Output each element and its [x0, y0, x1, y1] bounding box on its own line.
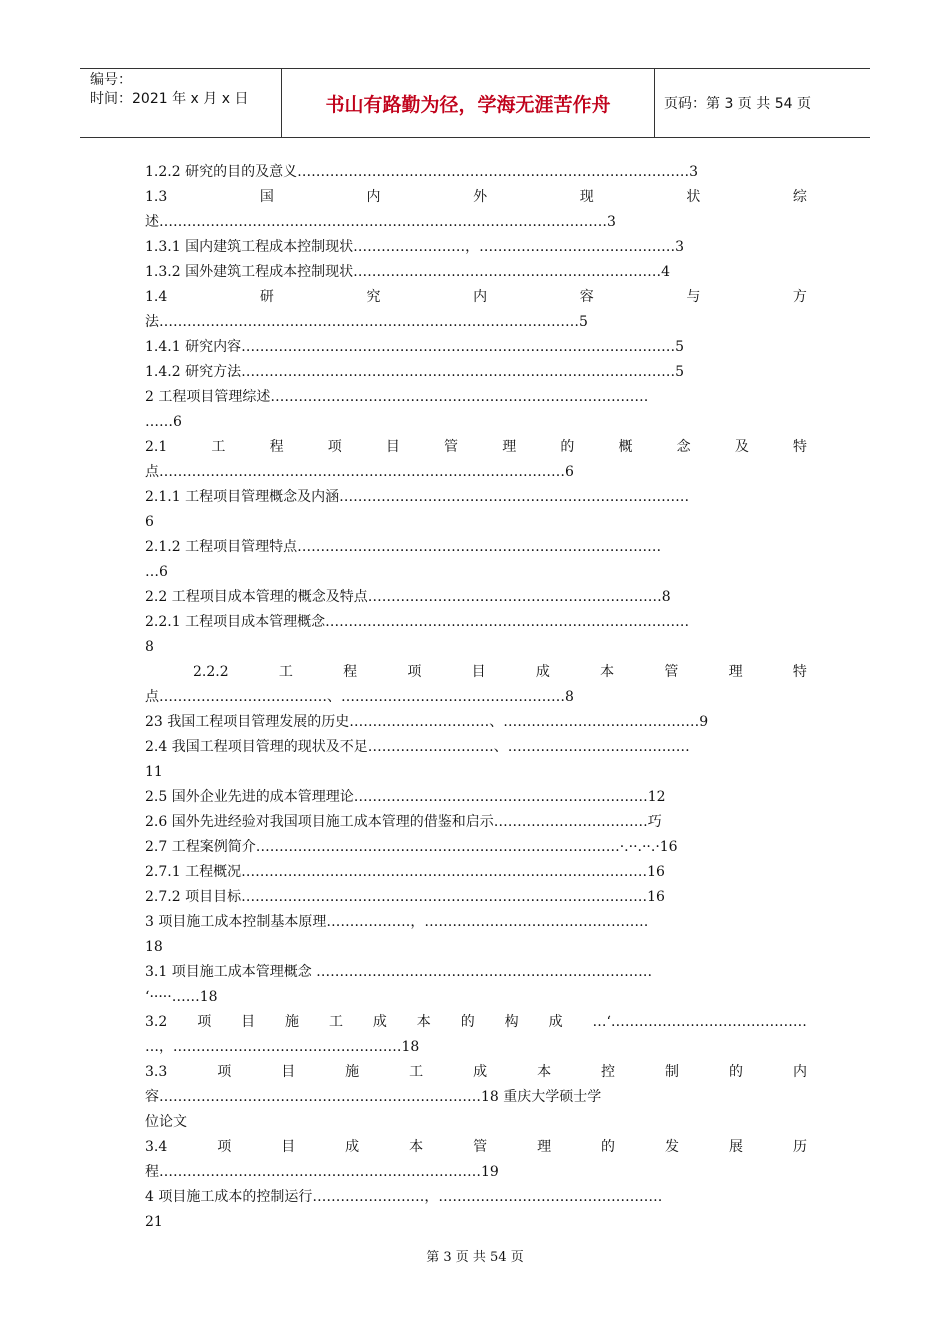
toc-word: 国 — [259, 189, 274, 205]
toc-word: 制 — [665, 1064, 680, 1080]
code-label: 编号： — [90, 72, 132, 88]
toc-line: 2.2.1 工程项目成本管理概念…………………………………………………………………… — [145, 614, 690, 630]
toc-word: 项 — [197, 1014, 212, 1030]
toc-word: 的 — [601, 1139, 616, 1155]
header-motto: 书山有路勤为径，学海无涯苦作舟 — [325, 93, 611, 116]
toc-word: 容 — [579, 289, 594, 305]
toc-word: …‘…………………………………… — [592, 1014, 807, 1030]
toc-line: …，.…………………………………………18 — [145, 1039, 420, 1055]
toc-word: 发 — [665, 1139, 680, 1155]
toc-word: 外 — [473, 189, 488, 205]
toc-word: 目 — [471, 664, 486, 680]
toc-line: …6 — [145, 564, 168, 580]
toc-line: ‘·····……18 — [145, 989, 218, 1005]
toc-word: 究 — [366, 289, 381, 305]
toc-word: 理 — [728, 664, 743, 680]
toc-word: 本 — [537, 1064, 552, 1080]
toc-line: 2.4 我国工程项目管理的现状及不足………………………、………………………………… — [145, 739, 690, 755]
toc-line: 2.7 工程案例简介……………………………………………………………………·.··.··.·16 — [145, 839, 678, 855]
toc-line: 2.7.2 项目目标……………………………………………………………………………16 — [145, 889, 665, 905]
toc-line: 述……………………………………………………………………………………3 — [145, 214, 616, 230]
toc-word: 本 — [600, 664, 615, 680]
toc-word: 目 — [281, 1064, 296, 1080]
toc-line: 1.4.1 研究内容…………………………………………………………………………………5 — [145, 339, 684, 355]
toc-line: 2.6 国外先进经验对我国项目施工成本管理的借鉴和启示……………………………巧 — [145, 814, 662, 830]
toc-line: 2.1.1 工程项目管理概念及内涵………………………………………………………………… — [145, 489, 690, 505]
toc-line: 21 — [145, 1214, 163, 1230]
toc-word: 状 — [686, 189, 701, 205]
toc-entry-heading — [145, 435, 807, 460]
page-footer: 第 3 页 共 54 页 — [426, 1250, 524, 1265]
toc-word: 工 — [211, 439, 226, 455]
table-of-contents — [145, 160, 807, 1235]
toc-word: 施 — [285, 1014, 300, 1030]
toc-word: 特 — [792, 664, 807, 680]
toc-word: 2.2.2 — [193, 664, 229, 680]
toc-line: 1.3.2 国外建筑工程成本控制现状…………………………………………………………4 — [145, 264, 670, 280]
toc-word: 方 — [792, 289, 807, 305]
toc-line: 点……………………………………………………………………………6 — [145, 464, 574, 480]
toc-line: 6 — [145, 514, 154, 530]
toc-line: 8 — [145, 639, 154, 655]
toc-entry-heading — [145, 1010, 807, 1035]
toc-word: 本 — [409, 1139, 424, 1155]
toc-word: 管 — [664, 664, 679, 680]
toc-word: 理 — [502, 439, 517, 455]
toc-line: 程……………………………………………………………19 — [145, 1164, 499, 1180]
toc-word: 项 — [407, 664, 422, 680]
header-meta — [90, 71, 248, 109]
toc-line: 4 项目施工成本的控制运行……………………，………………………………………… — [145, 1189, 663, 1205]
time-label: 时间：2021 年 x 月 x 日 — [90, 91, 249, 107]
toc-word: 目 — [281, 1139, 296, 1155]
toc-line: ……6 — [145, 414, 182, 430]
toc-word: 项 — [217, 1064, 232, 1080]
toc-line: 2.5 国外企业先进的成本管理理论………………………………………………………12 — [145, 789, 666, 805]
toc-entry-heading — [145, 185, 807, 210]
toc-word: 程 — [343, 664, 358, 680]
toc-word: 工 — [328, 1014, 343, 1030]
toc-word: 管 — [444, 439, 459, 455]
toc-entry-heading — [145, 285, 807, 310]
toc-word: 1.4 — [145, 289, 168, 305]
toc-word: 3.3 — [145, 1064, 168, 1080]
header-page-info: 页码：第 3 页 共 54 页 — [664, 96, 811, 112]
toc-word: 研 — [259, 289, 274, 305]
toc-word: 的 — [728, 1064, 743, 1080]
toc-word: 综 — [792, 189, 807, 205]
toc-word: 成 — [548, 1014, 563, 1030]
toc-word: 程 — [269, 439, 284, 455]
toc-line: 1.3.1 国内建筑工程成本控制现状……………………，……………………………………3 — [145, 239, 684, 255]
toc-word: 历 — [792, 1139, 807, 1155]
toc-line: 2.2 工程项目成本管理的概念及特点………………………………………………………8 — [145, 589, 671, 605]
toc-word: 项 — [327, 439, 342, 455]
toc-word: 特 — [792, 439, 807, 455]
toc-line: 2 工程项目管理综述……………………………………………………………………… — [145, 389, 649, 405]
toc-word: 1.3 — [145, 189, 168, 205]
toc-entry-heading — [145, 1135, 807, 1160]
toc-word: 3.4 — [145, 1139, 168, 1155]
toc-word: 控 — [601, 1064, 616, 1080]
toc-word: 与 — [686, 289, 701, 305]
toc-word: 及 — [734, 439, 749, 455]
toc-word: 的 — [560, 439, 575, 455]
toc-line: 3 项目施工成本控制基本原理………………，………………………………………… — [145, 914, 649, 930]
toc-line: 1.2.2 研究的目的及意义…………………………………………………………………………3 — [145, 164, 698, 180]
toc-word: 管 — [473, 1139, 488, 1155]
toc-word: 目 — [385, 439, 400, 455]
toc-word: 构 — [504, 1014, 519, 1030]
toc-word: 内 — [366, 189, 381, 205]
toc-line: 点………………………………、…………………………………………8 — [145, 689, 574, 705]
toc-word: 内 — [792, 1064, 807, 1080]
toc-word: 3.2 — [145, 1014, 168, 1030]
toc-entry-heading — [145, 1060, 807, 1085]
toc-line: 3.1 项目施工成本管理概念 ……………………………………………………………… — [145, 964, 653, 980]
header-divider — [654, 69, 655, 137]
toc-entry-heading — [145, 660, 807, 685]
toc-word: 成 — [535, 664, 550, 680]
toc-line: 18 — [145, 939, 163, 955]
toc-word: 成 — [372, 1014, 387, 1030]
toc-line: 容……………………………………………………………18 重庆大学硕士学 — [145, 1089, 602, 1105]
toc-word: 的 — [460, 1014, 475, 1030]
toc-line: 位论文 — [145, 1114, 187, 1130]
toc-line: 1.4.2 研究方法…………………………………………………………………………………5 — [145, 364, 684, 380]
toc-word: 成 — [473, 1064, 488, 1080]
toc-line: 11 — [145, 764, 163, 780]
toc-word: 念 — [676, 439, 691, 455]
toc-word: 展 — [728, 1139, 743, 1155]
toc-line: 2.7.1 工程概况……………………………………………………………………………16 — [145, 864, 665, 880]
toc-word: 工 — [278, 664, 293, 680]
toc-word: 目 — [241, 1014, 256, 1030]
toc-word: 项 — [217, 1139, 232, 1155]
toc-word: 2.1 — [145, 439, 168, 455]
toc-word: 概 — [618, 439, 633, 455]
toc-word: 现 — [579, 189, 594, 205]
toc-word: 理 — [537, 1139, 552, 1155]
page-header — [80, 68, 870, 138]
toc-word: 施 — [345, 1064, 360, 1080]
toc-word: 内 — [473, 289, 488, 305]
toc-line: 法………………………………………………………………………………5 — [145, 314, 588, 330]
toc-line: 2.1.2 工程项目管理特点…………………………………………………………………… — [145, 539, 662, 555]
toc-word: 工 — [409, 1064, 424, 1080]
toc-word: 本 — [416, 1014, 431, 1030]
toc-line: 23 我国工程项目管理发展的历史…………………………、……………………………………9 — [145, 714, 709, 730]
toc-word: 成 — [345, 1139, 360, 1155]
